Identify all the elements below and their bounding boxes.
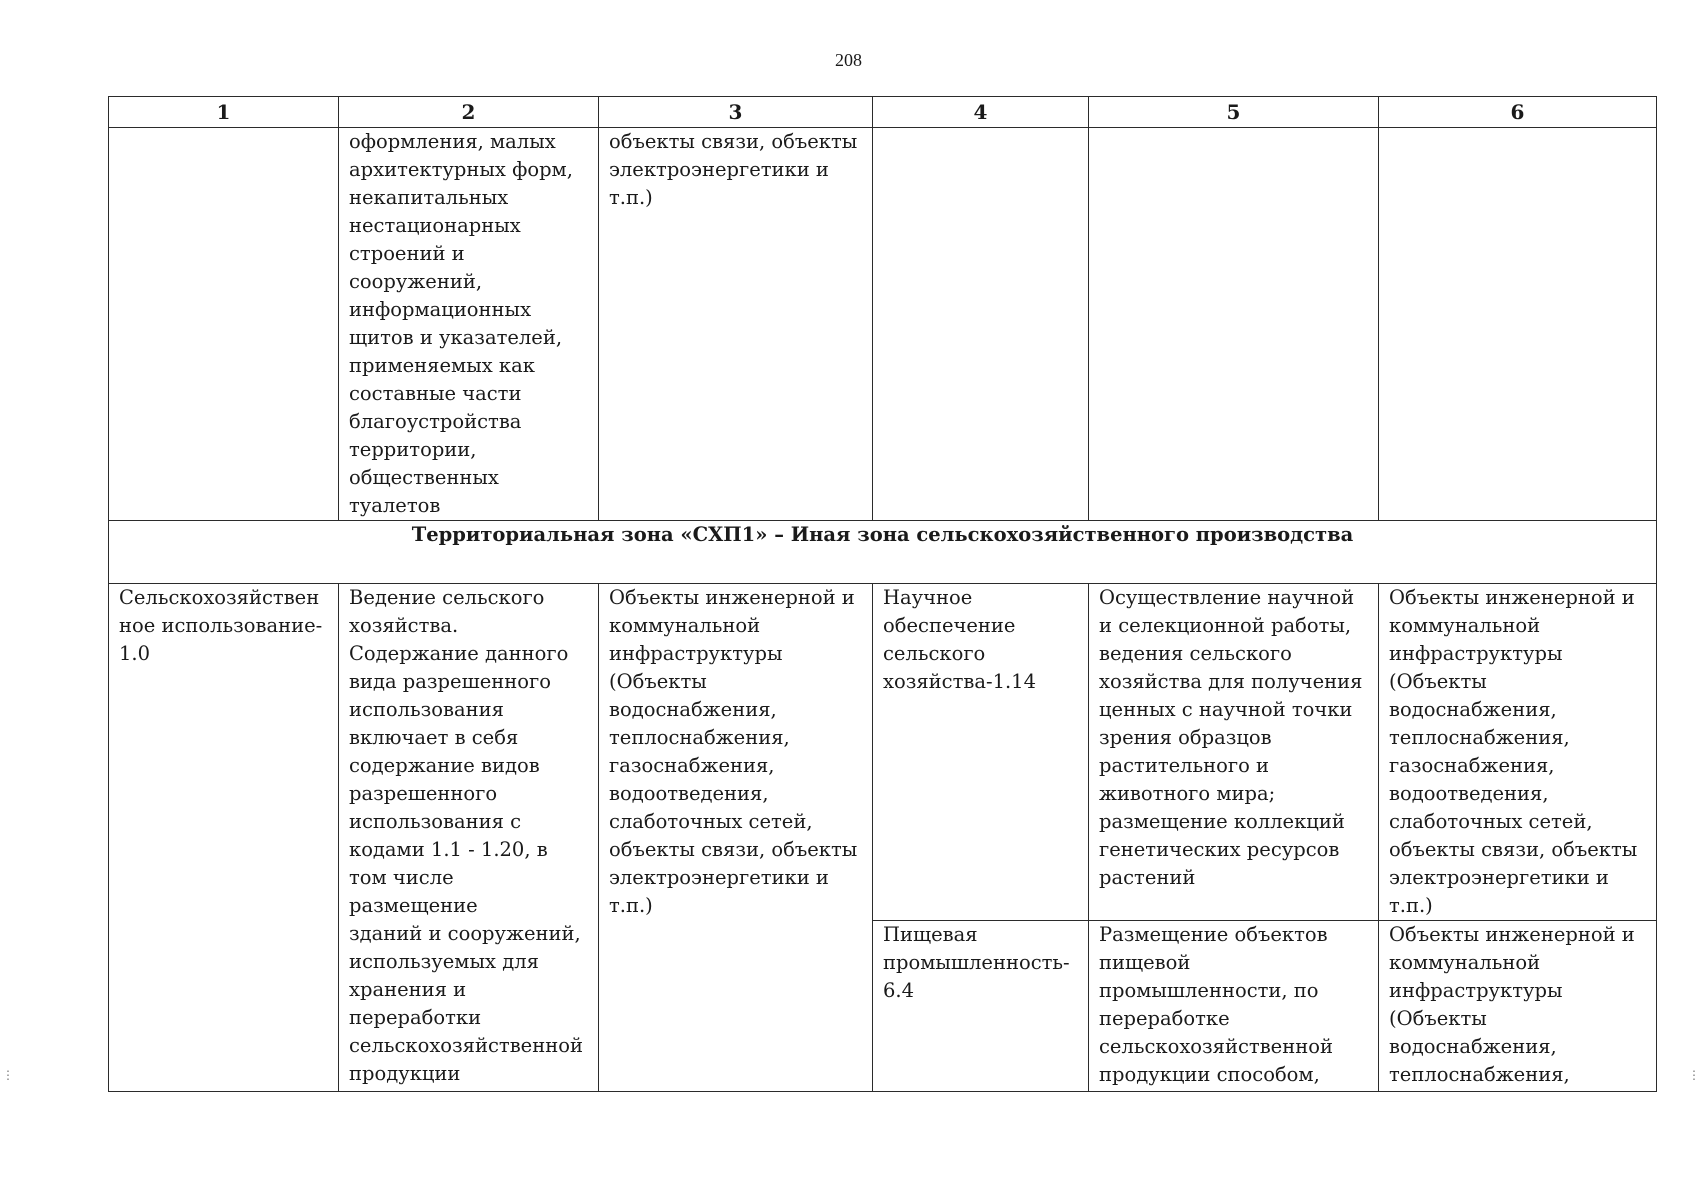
permitted-use-table: [108, 96, 1657, 1092]
table-row-main-1: [109, 584, 1657, 921]
header-col-1: 1: [109, 97, 339, 128]
cell-sub1-description: Осуществление научной и селекционной работы, ведения сельского хозяйства для получения ценных с научной точки зрения образцов растительного и животного мира; размещение коллекций генетических ресурсов растений: [1089, 584, 1379, 921]
cell-sub1-infrastructure: Объекты инженерной и коммунальной инфраструктуры (Объекты водоснабжения, теплоснабжения, газоснабжения, водоотведения, слаботочных сетей, объекты связи, объекты электроэнергетики и т.п.): [1379, 584, 1657, 921]
cell-main-infrastructure: Объекты инженерной и коммунальной инфраструктуры (Объекты водоснабжения, теплоснабжения, газоснабжения, водоотведения, слаботочных сетей, объекты связи, объекты электроэнергетики и т.п.): [599, 584, 873, 1092]
right-margin-mark: ⋮: [1688, 1068, 1700, 1082]
cell-cont-col5: [1089, 128, 1379, 521]
zone-title-row: [109, 521, 1657, 584]
header-col-2: 2: [339, 97, 599, 128]
header-col-4: 4: [873, 97, 1089, 128]
cell-cont-col2: оформления, малых архитектурных форм, некапитальных нестационарных строений и сооружений, информационных щитов и указателей, применяемых как составные части благоустройства территории, общественных туалетов: [339, 128, 599, 521]
table-header-row: [109, 97, 1657, 128]
cell-cont-col3: объекты связи, объекты электроэнергетики и т.п.): [599, 128, 873, 521]
cell-sub2-description: Размещение объектов пищевой промышленности, по переработке сельскохозяйственной продукции способом,: [1089, 921, 1379, 1092]
header-col-6: 6: [1379, 97, 1657, 128]
cell-cont-col4: [873, 128, 1089, 521]
cell-sub2-use-type: Пищевая промышленность- 6.4: [873, 921, 1089, 1092]
header-col-5: 5: [1089, 97, 1379, 128]
cell-main-use-type: Сельскохозяйствен ное использование- 1.0: [109, 584, 339, 1092]
table-row-continuation: [109, 128, 1657, 521]
cell-cont-col1: [109, 128, 339, 521]
page-number: 208: [835, 50, 862, 70]
cell-sub2-infrastructure: Объекты инженерной и коммунальной инфраструктуры (Объекты водоснабжения, теплоснабжения,: [1379, 921, 1657, 1092]
header-col-3: 3: [599, 97, 873, 128]
cell-sub1-use-type: Научное обеспечение сельского хозяйства-1.14: [873, 584, 1089, 921]
left-margin-mark: ⋮: [2, 1068, 14, 1082]
cell-cont-col6: [1379, 128, 1657, 521]
zone-title: Территориальная зона «СХП1» – Иная зона сельскохозяйственного производства: [109, 521, 1657, 584]
cell-main-description: Ведение сельского хозяйства. Содержание данного вида разрешенного использования включает в себя содержание видов разрешенного использования с кодами 1.1 - 1.20, в том числе размещение зданий и сооружений, используемых для хранения и переработки сельскохозяйственной продукции: [339, 584, 599, 1092]
